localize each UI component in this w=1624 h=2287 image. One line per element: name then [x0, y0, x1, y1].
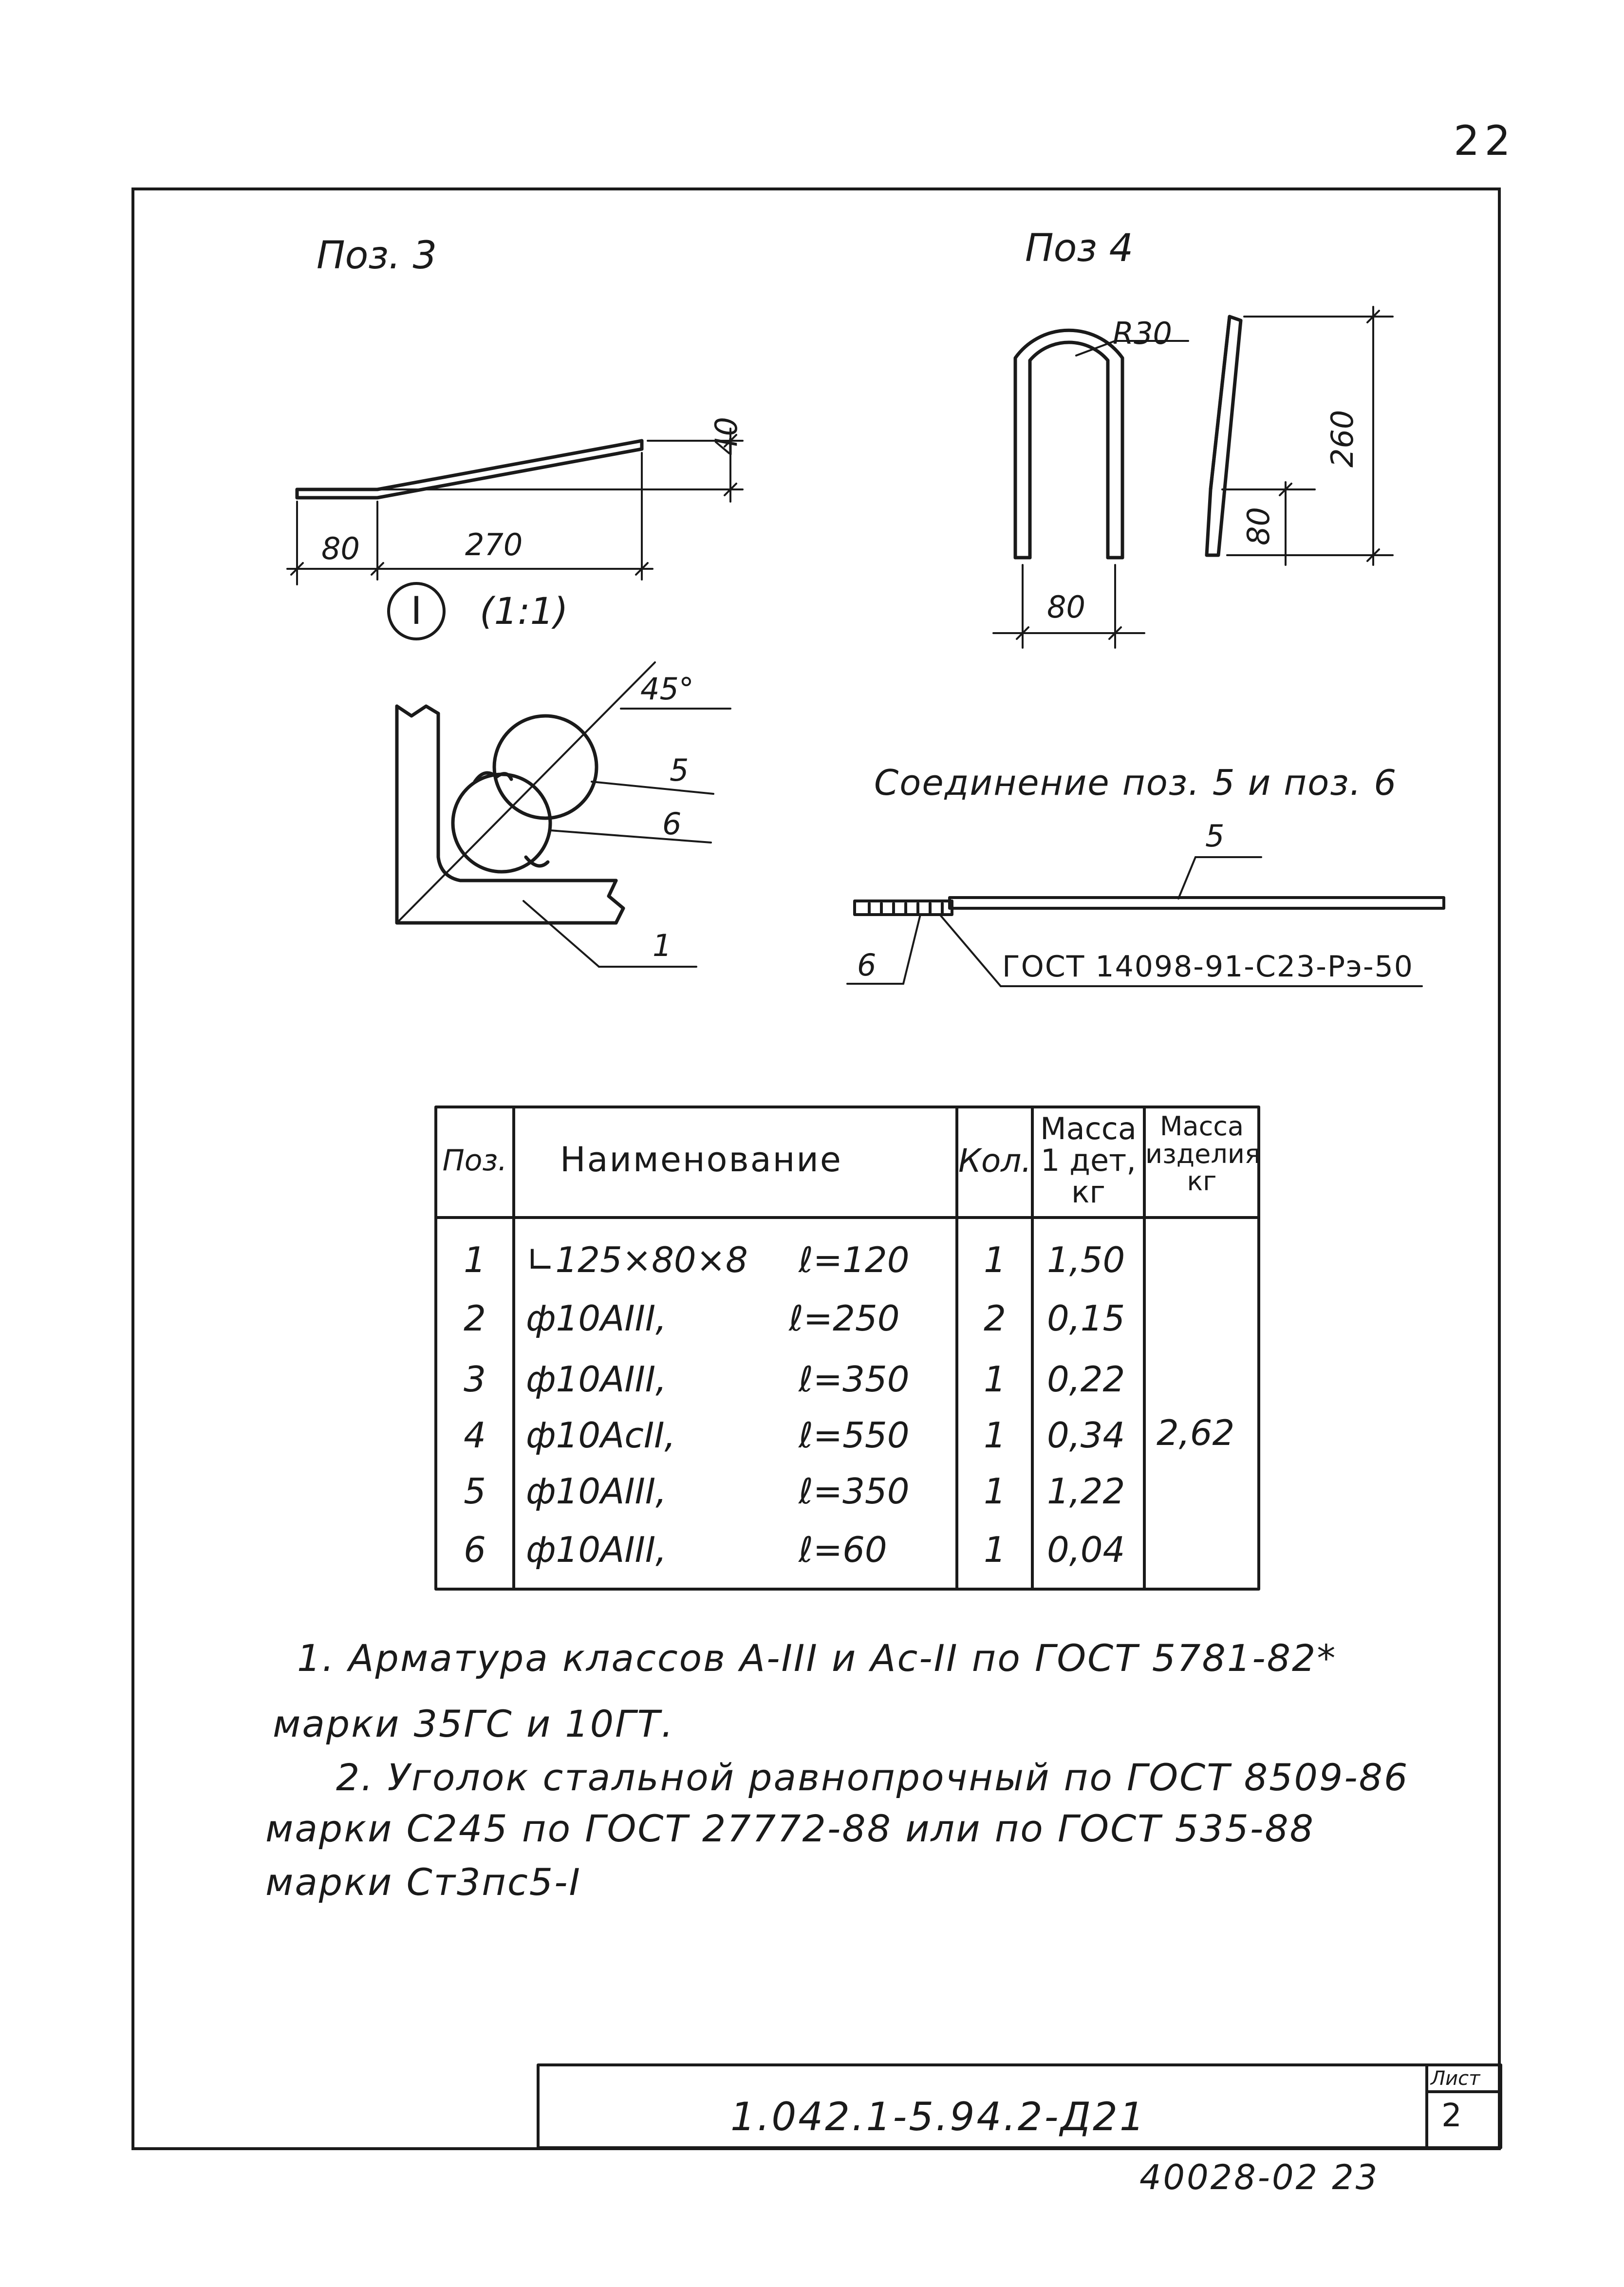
detail-callout-1: 1 — [653, 928, 672, 963]
total-mass: 2,62 — [1157, 1412, 1235, 1453]
header-mass-unit — [1033, 1113, 1143, 1208]
row-length: ℓ=60 — [799, 1529, 887, 1570]
note-line: 1. Арматура классов А-III и Ас-II по ГОСТ 5781-82* — [297, 1636, 1337, 1680]
row-name: ф10АIII, — [526, 1359, 667, 1400]
sheet-label: Лист — [1431, 2067, 1480, 2090]
pos4-dimensions — [993, 341, 1188, 648]
row-length: ℓ=250 — [789, 1298, 900, 1339]
row-pos: 3 — [464, 1359, 486, 1400]
joint-callout-6: 6 — [857, 947, 877, 983]
header-mass-total-line1: Масса — [1159, 1111, 1244, 1142]
row-name: ф10АIII, — [526, 1471, 667, 1512]
row-mass: 1,50 — [1047, 1239, 1125, 1280]
sheet-number: 2 — [1441, 2097, 1462, 2134]
pos3-title: Поз. 3 — [317, 234, 437, 278]
note-line: марки С245 по ГОСТ 27772-88 или по ГОСТ 535-88 — [265, 1807, 1315, 1850]
header-mass-total-line2: изделия — [1145, 1138, 1261, 1169]
row-name: ф10АIII, — [526, 1529, 667, 1570]
pos4-ubar — [1015, 330, 1122, 558]
joint-bars — [855, 898, 1444, 915]
header-pos: Поз. — [442, 1144, 507, 1178]
note-line: марки Ст3пс5-I — [265, 1860, 581, 1904]
pos4-title: Поз 4 — [1025, 226, 1134, 270]
row-length: ℓ=550 — [799, 1415, 910, 1456]
joint-title: Соединение поз. 5 и поз. 6 — [874, 762, 1398, 803]
header-mass-total — [1145, 1111, 1261, 1197]
note-line: 2. Уголок стальной равнопрочный по ГОСТ 8509-86 — [336, 1756, 1409, 1799]
archive-stamp: 40028-02 23 — [1139, 2157, 1380, 2197]
header-mass-total-line3: кг — [1187, 1166, 1217, 1197]
header-qty: Кол. — [958, 1142, 1032, 1180]
row-qty: 1 — [984, 1359, 1006, 1400]
row-qty: 1 — [984, 1529, 1006, 1570]
page-number: 22 — [1454, 117, 1515, 165]
row-pos: 4 — [464, 1415, 486, 1456]
header-name: Наименование — [560, 1140, 842, 1180]
document-code: 1.042.1-5.94.2-Д21 — [730, 2094, 1146, 2139]
detail-angle — [397, 706, 623, 923]
row-pos: 5 — [464, 1471, 486, 1512]
pos4-radius: R30 — [1113, 316, 1172, 351]
row-mass: 0,34 — [1047, 1415, 1125, 1456]
pos3-left-dim: 80 — [321, 531, 360, 566]
pos4-width-dim: 80 — [1047, 589, 1085, 625]
detail-callout-5: 5 — [670, 752, 689, 788]
row-mass: 0,22 — [1047, 1359, 1125, 1400]
header-mass-unit-line2: 1 дет, — [1041, 1143, 1136, 1179]
pos3-right-dim: 270 — [465, 527, 523, 562]
row-length: ℓ=120 — [799, 1239, 910, 1280]
row-mass: 0,15 — [1047, 1298, 1125, 1339]
row-qty: 1 — [984, 1415, 1006, 1456]
detail-angle-label: 45° — [640, 671, 694, 707]
row-length: ℓ=350 — [799, 1471, 910, 1512]
note-line: марки 35ГС и 10ГТ. — [273, 1702, 675, 1745]
row-pos: 2 — [464, 1298, 486, 1339]
row-name: ф10АсII, — [526, 1415, 676, 1456]
row-pos: 1 — [464, 1239, 486, 1280]
pos4-height-dim: 260 — [1325, 410, 1360, 468]
detail-scale: (1:1) — [480, 589, 568, 633]
row-mass: 0,04 — [1047, 1529, 1125, 1570]
pos4-sideview — [1207, 317, 1241, 555]
row-length: ℓ=350 — [799, 1359, 910, 1400]
pos3-height-dim: 40 — [709, 417, 744, 455]
joint-callout-5: 5 — [1205, 818, 1225, 854]
row-name: ф10АIII, — [526, 1298, 667, 1339]
header-mass-unit-line1: Масса — [1040, 1111, 1137, 1146]
row-mass: 1,22 — [1047, 1471, 1125, 1512]
row-qty: 1 — [984, 1471, 1006, 1512]
detail-callout-6: 6 — [662, 806, 682, 842]
weld-spec: ГОСТ 14098-91-С23-Рэ-50 — [1002, 950, 1414, 984]
header-mass-unit-line3: кг — [1071, 1174, 1106, 1210]
row-qty: 2 — [984, 1298, 1006, 1339]
detail-marker: I — [387, 582, 446, 640]
row-pos: 6 — [464, 1529, 486, 1570]
row-qty: 1 — [984, 1239, 1006, 1280]
row-name: ∟125×80×8 — [526, 1239, 748, 1280]
pos4-leg-dim: 80 — [1241, 507, 1276, 545]
